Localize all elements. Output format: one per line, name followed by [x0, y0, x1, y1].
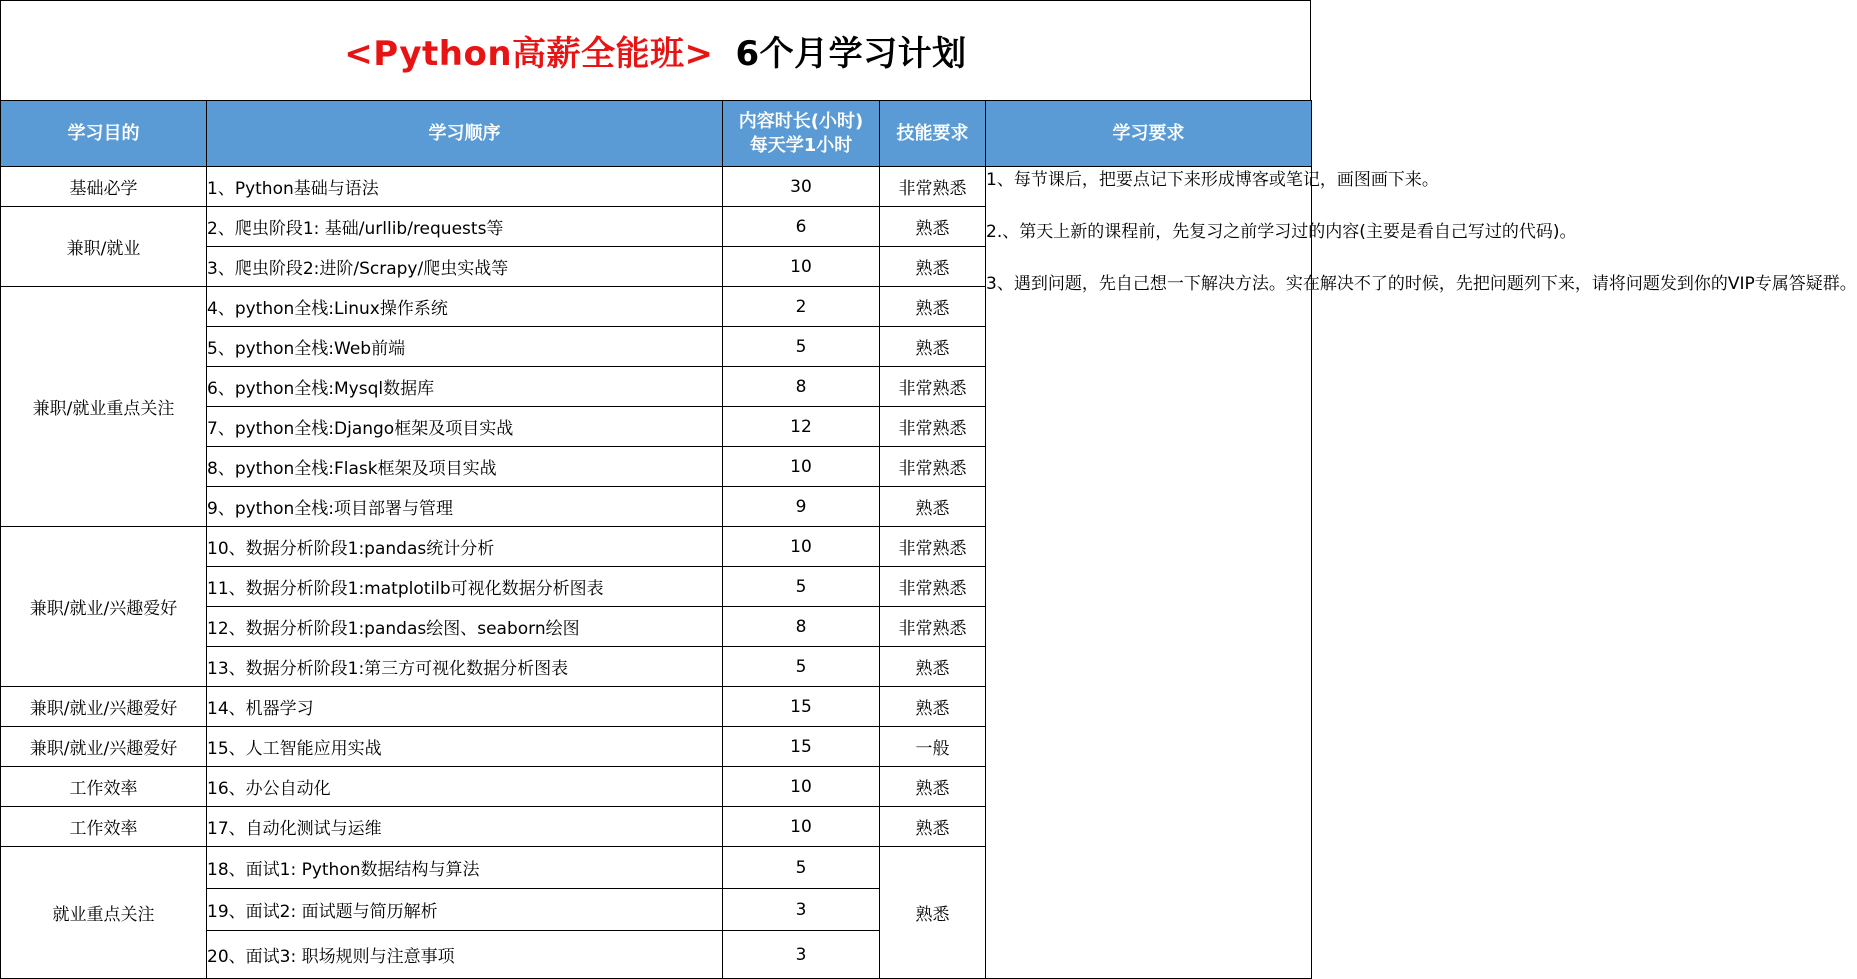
purpose-cell: 兼职/就业/兴趣爱好 [1, 527, 207, 687]
sequence-cell: 7、python全栈:Django框架及项目实战 [207, 407, 723, 447]
requirement-item: 3、遇到问题，先自己想一下解决方法。实在解决不了的时候，先把问题列下来，请将问题发到你的VIP专属答疑群。 [986, 274, 1857, 294]
hours-cell: 15 [723, 687, 880, 727]
sequence-cell: 16、办公自动化 [207, 767, 723, 807]
sequence-cell: 17、自动化测试与运维 [207, 807, 723, 847]
sequence-cell: 19、面试2: 面试题与简历解析 [207, 889, 723, 931]
skill-cell: 熟悉 [880, 287, 986, 327]
hours-cell: 10 [723, 807, 880, 847]
sequence-cell: 4、python全栈:Linux操作系统 [207, 287, 723, 327]
hours-cell: 9 [723, 487, 880, 527]
skill-cell: 熟悉 [880, 767, 986, 807]
sequence-cell: 3、爬虫阶段2:进阶/Scrapy/爬虫实战等 [207, 247, 723, 287]
requirement-item: 2.、第天上新的课程前，先复习之前学习过的内容(主要是看自己写过的代码)。 [986, 222, 1577, 242]
header-skill: 技能要求 [880, 101, 986, 167]
requirement-item: 1、每节课后，把要点记下来形成博客或笔记，画图画下来。 [986, 170, 1439, 190]
plan-table [0, 100, 1857, 979]
sequence-cell: 2、爬虫阶段1: 基础/urllib/requests等 [207, 207, 723, 247]
table-row [1, 167, 1312, 207]
skill-cell: 非常熟悉 [880, 367, 986, 407]
skill-cell: 熟悉 [880, 207, 986, 247]
header-hours-line2: 每天学1小时 [749, 134, 853, 156]
purpose-cell: 就业重点关注 [1, 847, 207, 979]
purpose-cell: 工作效率 [1, 767, 207, 807]
sequence-cell: 13、数据分析阶段1:第三方可视化数据分析图表 [207, 647, 723, 687]
purpose-cell: 兼职/就业/兴趣爱好 [1, 687, 207, 727]
hours-cell: 10 [723, 527, 880, 567]
hours-cell: 3 [723, 931, 880, 979]
purpose-cell: 兼职/就业重点关注 [1, 287, 207, 527]
hours-cell: 2 [723, 287, 880, 327]
skill-cell: 熟悉 [880, 687, 986, 727]
sequence-cell: 8、python全栈:Flask框架及项目实战 [207, 447, 723, 487]
hours-cell: 10 [723, 247, 880, 287]
skill-cell: 非常熟悉 [880, 447, 986, 487]
hours-cell: 8 [723, 607, 880, 647]
hours-cell: 12 [723, 407, 880, 447]
header-purpose: 学习目的 [1, 101, 207, 167]
sequence-cell: 1、Python基础与语法 [207, 167, 723, 207]
skill-cell: 非常熟悉 [880, 607, 986, 647]
purpose-cell: 兼职/就业 [1, 207, 207, 287]
purpose-cell: 兼职/就业/兴趣爱好 [1, 727, 207, 767]
hours-cell: 5 [723, 327, 880, 367]
header-hours-line1: 内容时长(小时) [738, 110, 864, 132]
hours-cell: 10 [723, 767, 880, 807]
skill-cell: 熟悉 [880, 647, 986, 687]
sequence-cell: 6、python全栈:Mysql数据库 [207, 367, 723, 407]
skill-cell: 非常熟悉 [880, 527, 986, 567]
purpose-cell: 工作效率 [1, 807, 207, 847]
skill-cell: 非常熟悉 [880, 567, 986, 607]
sequence-cell: 5、python全栈:Web前端 [207, 327, 723, 367]
sequence-cell: 10、数据分析阶段1:pandas统计分析 [207, 527, 723, 567]
skill-cell: 熟悉 [880, 807, 986, 847]
sequence-cell: 14、机器学习 [207, 687, 723, 727]
sheet-title [0, 0, 1311, 101]
hours-cell: 15 [723, 727, 880, 767]
title-plan-name: 6个月学习计划 [735, 34, 967, 74]
hours-cell: 5 [723, 847, 880, 889]
hours-cell: 5 [723, 647, 880, 687]
header-sequence: 学习顺序 [207, 101, 723, 167]
sequence-cell: 18、面试1: Python数据结构与算法 [207, 847, 723, 889]
skill-cell: 熟悉 [880, 487, 986, 527]
hours-cell: 6 [723, 207, 880, 247]
header-requirement: 学习要求 [986, 101, 1312, 167]
requirements-cell [986, 167, 1857, 979]
hours-cell: 30 [723, 167, 880, 207]
sequence-cell: 12、数据分析阶段1:pandas绘图、seaborn绘图 [207, 607, 723, 647]
skill-cell: 熟悉 [880, 327, 986, 367]
skill-cell: 一般 [880, 727, 986, 767]
title-course-name: <Python高薪全能班> [344, 34, 714, 74]
purpose-cell: 基础必学 [1, 167, 207, 207]
hours-cell: 3 [723, 889, 880, 931]
skill-cell: 非常熟悉 [880, 167, 986, 207]
skill-cell: 熟悉 [880, 247, 986, 287]
skill-cell: 熟悉 [880, 847, 986, 979]
sequence-cell: 15、人工智能应用实战 [207, 727, 723, 767]
header-hours [723, 101, 880, 167]
sequence-cell: 9、python全栈:项目部署与管理 [207, 487, 723, 527]
hours-cell: 5 [723, 567, 880, 607]
skill-cell: 非常熟悉 [880, 407, 986, 447]
header-row [1, 101, 1312, 167]
hours-cell: 8 [723, 367, 880, 407]
hours-cell: 10 [723, 447, 880, 487]
sequence-cell: 20、面试3: 职场规则与注意事项 [207, 931, 723, 979]
sequence-cell: 11、数据分析阶段1:matplotilb可视化数据分析图表 [207, 567, 723, 607]
